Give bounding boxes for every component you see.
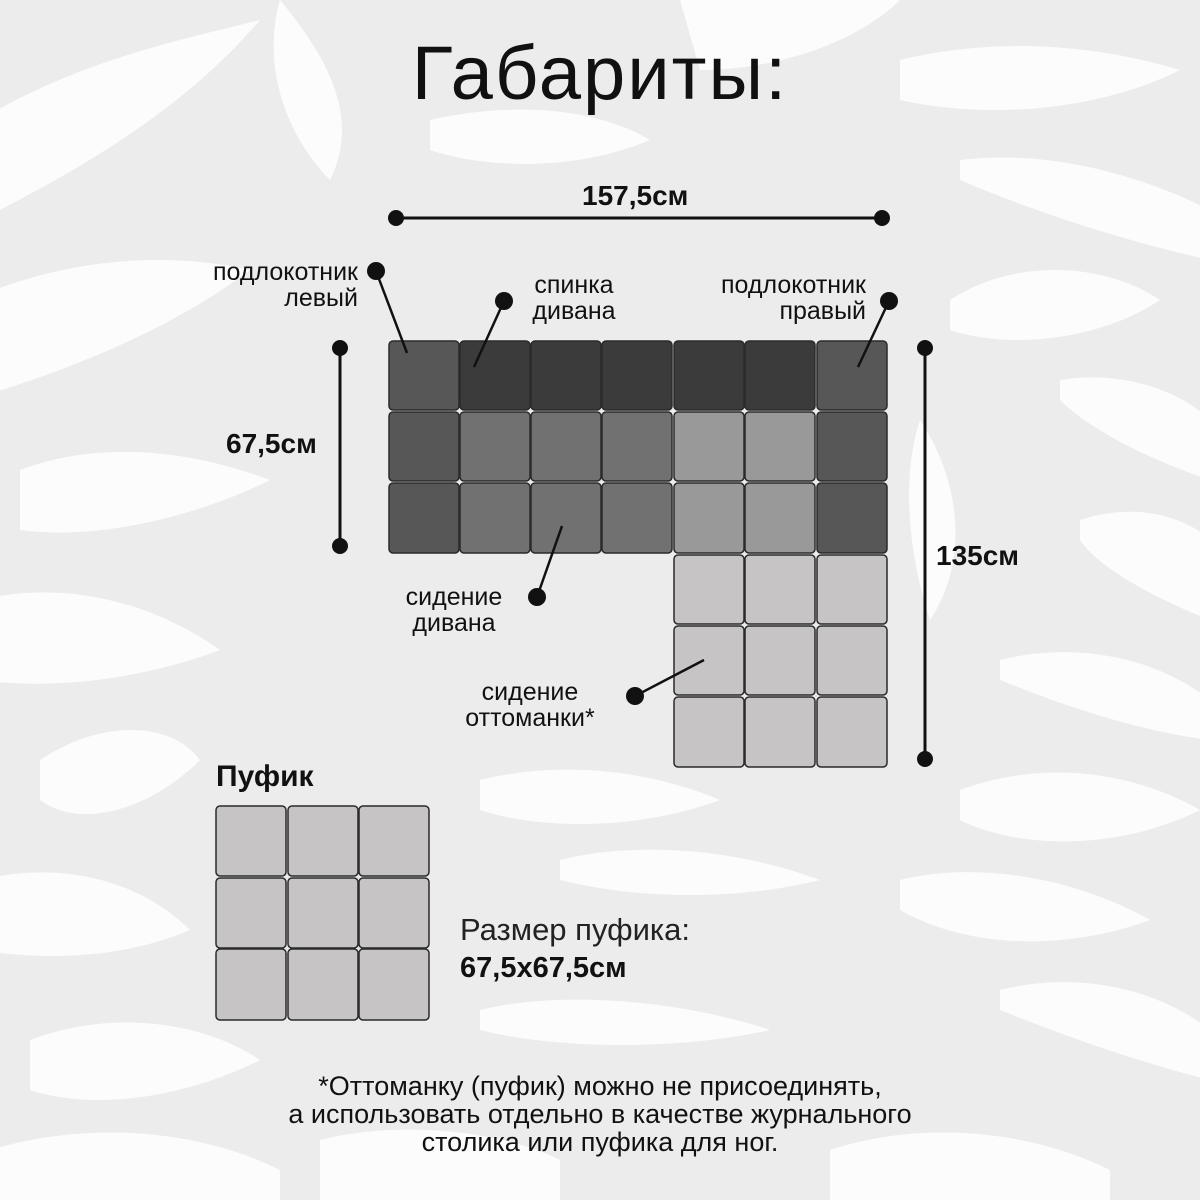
ottoman-module bbox=[745, 697, 815, 767]
label-seat: сидение дивана bbox=[405, 583, 503, 637]
ottoman-module bbox=[817, 555, 887, 624]
label-ottoman-seat: сидение оттоманки* bbox=[465, 678, 595, 732]
armrest-right-module bbox=[817, 412, 887, 481]
ottoman-module bbox=[745, 555, 815, 624]
seat-module bbox=[602, 412, 672, 481]
dimension-dot bbox=[917, 751, 933, 767]
pouf-module bbox=[359, 949, 429, 1020]
backrest-module bbox=[674, 341, 744, 410]
pouf-module bbox=[216, 878, 286, 948]
leader-dot bbox=[495, 292, 513, 310]
pouf-module bbox=[288, 949, 358, 1020]
pouf-module bbox=[216, 806, 286, 876]
leader-dot bbox=[626, 687, 644, 705]
seat-module bbox=[745, 483, 815, 553]
seat-module bbox=[674, 412, 744, 481]
depth-dimension-label: 67,5см bbox=[226, 428, 317, 459]
armrest-right-module bbox=[817, 483, 887, 553]
label-backrest: спинка дивана bbox=[532, 271, 616, 325]
dimension-dot bbox=[332, 538, 348, 554]
pouf-modules bbox=[216, 806, 429, 1020]
pouf-module bbox=[216, 949, 286, 1020]
pouf-title: Пуфик bbox=[216, 760, 314, 793]
pouf-size-value: 67,5x67,5см bbox=[460, 952, 627, 984]
ottoman-module bbox=[817, 697, 887, 767]
leader-dot bbox=[367, 262, 385, 280]
ottoman-module bbox=[817, 626, 887, 695]
ottoman-module bbox=[745, 626, 815, 695]
backrest-module bbox=[745, 341, 815, 410]
ottoman-module bbox=[674, 697, 744, 767]
dimension-dot bbox=[332, 340, 348, 356]
pouf-size-label: Размер пуфика: bbox=[460, 912, 691, 947]
seat-module bbox=[674, 483, 744, 553]
seat-module bbox=[602, 483, 672, 553]
pouf-module bbox=[359, 878, 429, 948]
pouf-module bbox=[288, 878, 358, 948]
backrest-module bbox=[460, 341, 530, 410]
ottoman-module bbox=[674, 555, 744, 624]
dimension-dot bbox=[388, 210, 404, 226]
ottoman-module bbox=[674, 626, 744, 695]
footnote: *Оттоманку (пуфик) можно не присоединять, а использовать отдельно в качестве журнального столика или пуфика для ног. bbox=[288, 1071, 912, 1157]
depth-dimension-line bbox=[332, 340, 348, 554]
pouf-module bbox=[288, 806, 358, 876]
length-dimension-label: 135см bbox=[936, 540, 1020, 571]
length-dimension-line bbox=[917, 340, 933, 767]
seat-module bbox=[460, 483, 530, 553]
armrest-left-module bbox=[389, 341, 459, 410]
seat-module bbox=[531, 483, 601, 553]
armrest-right-module bbox=[817, 341, 887, 410]
leader-dot bbox=[528, 588, 546, 606]
backrest-module bbox=[531, 341, 601, 410]
seat-module bbox=[531, 412, 601, 481]
pouf-module bbox=[359, 806, 429, 876]
page-title: Габариты: bbox=[411, 31, 789, 116]
width-dimension-label: 157,5см bbox=[582, 180, 689, 211]
backrest-module bbox=[602, 341, 672, 410]
label-armrest-right: подлокотник правый bbox=[721, 271, 866, 325]
seat-module bbox=[460, 412, 530, 481]
width-dimension-line bbox=[388, 210, 890, 226]
dimension-dot bbox=[874, 210, 890, 226]
armrest-left-module bbox=[389, 483, 459, 553]
dimension-dot bbox=[917, 340, 933, 356]
label-armrest-left: подлокотник левый bbox=[213, 258, 358, 312]
seat-module bbox=[745, 412, 815, 481]
armrest-left-module bbox=[389, 412, 459, 481]
leader-dot bbox=[880, 292, 898, 310]
